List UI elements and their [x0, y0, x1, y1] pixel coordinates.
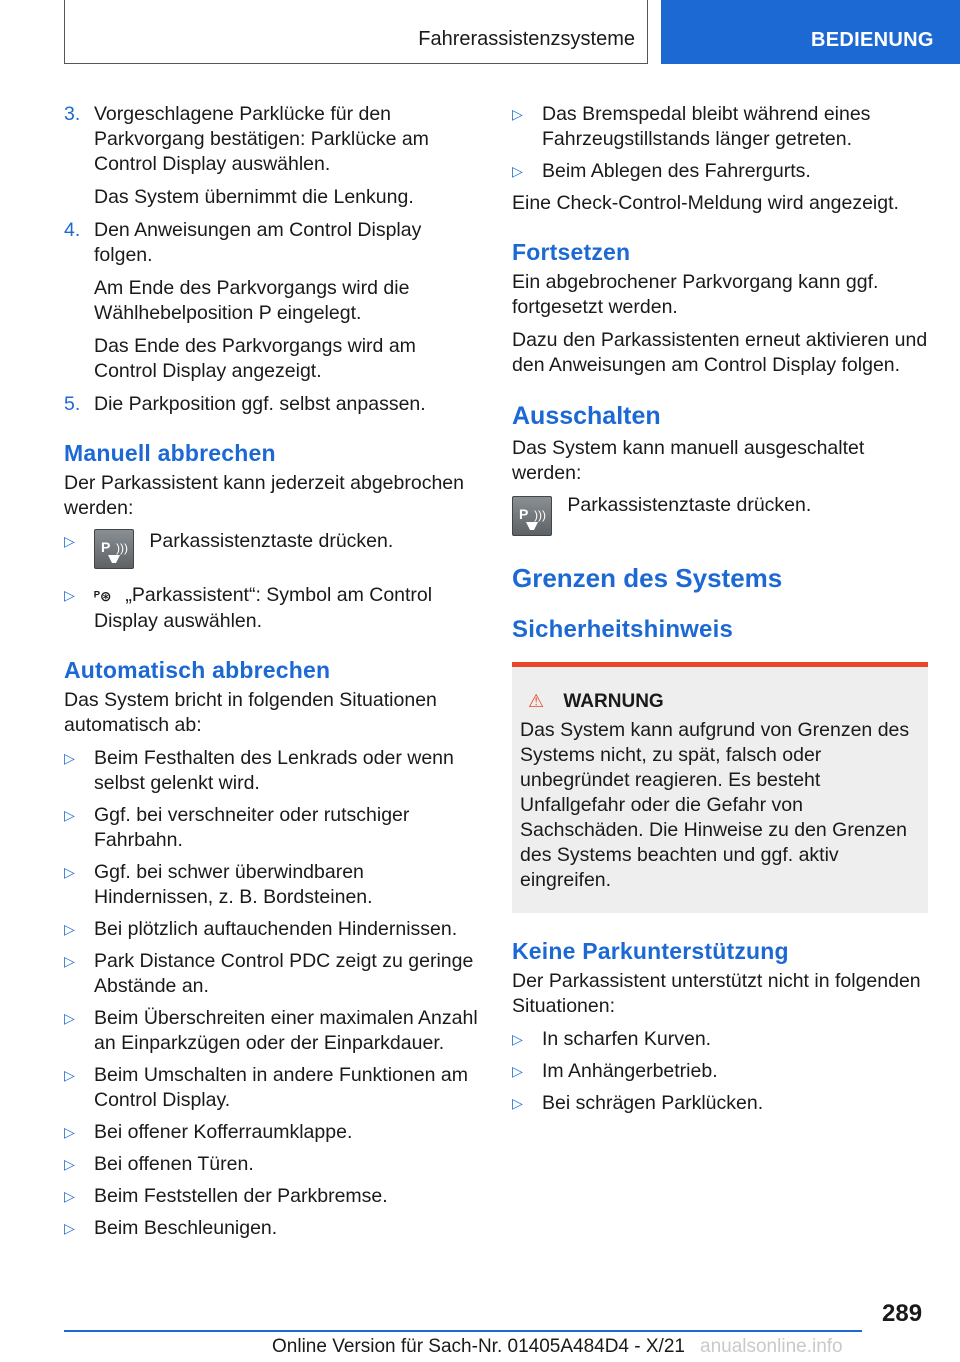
step-number: 3.	[64, 103, 81, 125]
bullet-triangle-icon: ▷	[64, 1010, 75, 1026]
list-item	[64, 746, 480, 796]
warning-box	[512, 662, 928, 913]
bullet-triangle-icon: ▷	[64, 533, 75, 549]
list-item	[64, 1006, 480, 1056]
switch-off-instruction	[512, 496, 928, 536]
bullet-triangle-icon: ▷	[64, 587, 75, 603]
list-item-text: In scharfen Kurven.	[542, 1028, 712, 1050]
bullet-triangle-icon: ▷	[64, 1067, 75, 1083]
list-item-text: Bei offenen Türen.	[94, 1153, 254, 1175]
step-text: Die Parkposition ggf. selbst anpassen.	[94, 393, 426, 415]
step-text: Vorgeschlagene Parklücke für den Parkvorgang bestätigen: Parklücke am Control Display auswählen.	[94, 103, 429, 175]
list-item	[64, 583, 480, 634]
list-item-text: Bei schrägen Parklücken.	[542, 1092, 764, 1114]
resume-text-2: Dazu den Parkassistenten erneut aktivieren und den Anweisungen am Control Display folgen.	[512, 329, 928, 376]
warning-header	[520, 689, 920, 714]
list-item	[64, 529, 480, 569]
list-item-text: Im Anhängerbetrieb.	[542, 1060, 718, 1082]
list-item-text: Beim Ablegen des Fahrergurts.	[542, 160, 811, 182]
chapter-tab	[661, 0, 960, 64]
bullet-triangle-icon: ▷	[64, 1156, 75, 1172]
list-item	[64, 1063, 480, 1113]
bullet-triangle-icon: ▷	[512, 106, 523, 122]
bullet-triangle-icon: ▷	[64, 807, 75, 823]
list-item	[512, 159, 928, 184]
step-note: Das System übernimmt die Lenkung.	[94, 186, 414, 208]
heading-manual-cancel: Manuell abbrechen	[64, 440, 276, 466]
list-item	[512, 102, 928, 152]
switch-off-text: Das System kann manuell ausgeschaltet werden:	[512, 437, 865, 484]
list-item	[64, 1184, 480, 1209]
chapter-title: BEDIENUNG	[811, 29, 934, 51]
park-assist-button-icon: P )))	[512, 496, 552, 536]
check-control-message: Eine Check-Control-Meldung wird angezeigt.	[512, 192, 899, 214]
heading-resume: Fortsetzen	[512, 239, 631, 265]
list-item-text: Beim Feststellen der Parkbremse.	[94, 1185, 388, 1207]
footer-text: Online Version für Sach-Nr. 01405A484D4 - X/21	[272, 1336, 685, 1357]
bullet-triangle-icon: ▷	[64, 953, 75, 969]
list-item-text: „Parkassistent“: Symbol am Control Display auswählen.	[94, 584, 433, 632]
heading-system-limits: Grenzen des Systems	[512, 563, 783, 593]
header-section-box	[64, 0, 648, 64]
list-item-text: Parkassistenztaste drücken.	[149, 530, 394, 552]
heading-switch-off: Ausschalten	[512, 402, 661, 430]
auto-intro: Das System bricht in folgenden Situationen automatisch ab:	[64, 689, 437, 736]
park-assist-symbol-icon: ᴾ⊛	[94, 588, 112, 604]
right-column	[512, 102, 928, 1123]
step-number: 4.	[64, 219, 81, 241]
step-number: 5.	[64, 393, 81, 415]
step-3	[64, 102, 480, 177]
bullet-triangle-icon: ▷	[512, 163, 523, 179]
warning-text: Das System kann aufgrund von Grenzen des Systems nicht, zu spät, falsch oder unbegründet reagieren. Es besteht Unfallgefahr oder die Gefahr von Sachschäden. Die Hinweise zu den Grenzen des Systems beachten und ggf. aktiv eingreifen.	[520, 719, 910, 891]
resume-text-1: Ein abgebrochener Parkvorgang kann ggf. fortgesetzt werden.	[512, 271, 879, 318]
list-item-text: Beim Beschleunigen.	[94, 1217, 278, 1239]
list-item	[64, 917, 480, 942]
step-note: Das Ende des Parkvorgangs wird am Control Display angezeigt.	[94, 335, 416, 382]
list-item	[64, 949, 480, 999]
list-item-text: Ggf. bei schwer überwindbaren Hindernissen, z. B. Bordsteinen.	[94, 861, 373, 908]
list-item	[64, 1152, 480, 1177]
list-item	[512, 1091, 928, 1116]
bullet-triangle-icon: ▷	[64, 1188, 75, 1204]
left-column	[64, 102, 480, 1248]
list-item-text: Bei offener Kofferraumklappe.	[94, 1121, 353, 1143]
step-5	[64, 392, 480, 417]
list-item	[512, 1027, 928, 1052]
warning-triangle-icon: ⚠	[528, 691, 545, 711]
list-item	[64, 803, 480, 853]
page-number: 289	[882, 1300, 923, 1327]
list-item-text: Beim Festhalten des Lenkrads oder wenn selbst gelenkt wird.	[94, 747, 454, 794]
section-title: Fahrerassistenzsysteme	[418, 28, 635, 50]
list-item-text: Das Bremspedal bleibt während eines Fahrzeugstillstands länger getreten.	[542, 103, 871, 150]
bullet-triangle-icon: ▷	[64, 921, 75, 937]
park-assist-button-icon: P )))	[94, 529, 134, 569]
bullet-triangle-icon: ▷	[512, 1031, 523, 1047]
list-item-text: Beim Überschreiten einer maximalen Anzahl an Einparkzügen oder der Einparkdauer.	[94, 1007, 478, 1054]
bullet-triangle-icon: ▷	[64, 864, 75, 880]
bullet-triangle-icon: ▷	[64, 750, 75, 766]
step-text: Den Anweisungen am Control Display folgen.	[94, 219, 422, 266]
heading-no-park-support: Keine Parkunterstützung	[512, 938, 789, 964]
bullet-triangle-icon: ▷	[512, 1095, 523, 1111]
warning-title: WARNUNG	[563, 691, 664, 712]
list-item-text: Ggf. bei verschneiter oder rutschiger Fahrbahn.	[94, 804, 410, 851]
footer-divider	[64, 1330, 862, 1332]
step-4	[64, 218, 480, 268]
list-item-text: Bei plötzlich auftauchenden Hindernissen.	[94, 918, 458, 940]
manual-intro: Der Parkassistent kann jederzeit abgebrochen werden:	[64, 472, 464, 519]
no-support-intro: Der Parkassistent unterstützt nicht in folgenden Situationen:	[512, 970, 921, 1017]
list-item	[64, 1120, 480, 1145]
bullet-triangle-icon: ▷	[64, 1124, 75, 1140]
bullet-triangle-icon: ▷	[512, 1063, 523, 1079]
footer-watermark: anualsonline.info	[700, 1336, 843, 1357]
heading-auto-cancel: Automatisch abbrechen	[64, 657, 331, 683]
instruction-text: Parkassistenztaste drücken.	[567, 494, 812, 516]
auto-cancel-list	[64, 746, 480, 1241]
step-note: Am Ende des Parkvorgangs wird die Wählhebelposition P eingelegt.	[94, 277, 410, 324]
list-item	[64, 860, 480, 910]
list-item-text: Beim Umschalten in andere Funktionen am Control Display.	[94, 1064, 468, 1111]
list-item	[64, 1216, 480, 1241]
bullet-triangle-icon: ▷	[64, 1220, 75, 1236]
list-item	[512, 1059, 928, 1084]
list-item-text: Park Distance Control PDC zeigt zu geringe Abstände an.	[94, 950, 474, 997]
heading-safety-note: Sicherheitshinweis	[512, 616, 734, 643]
